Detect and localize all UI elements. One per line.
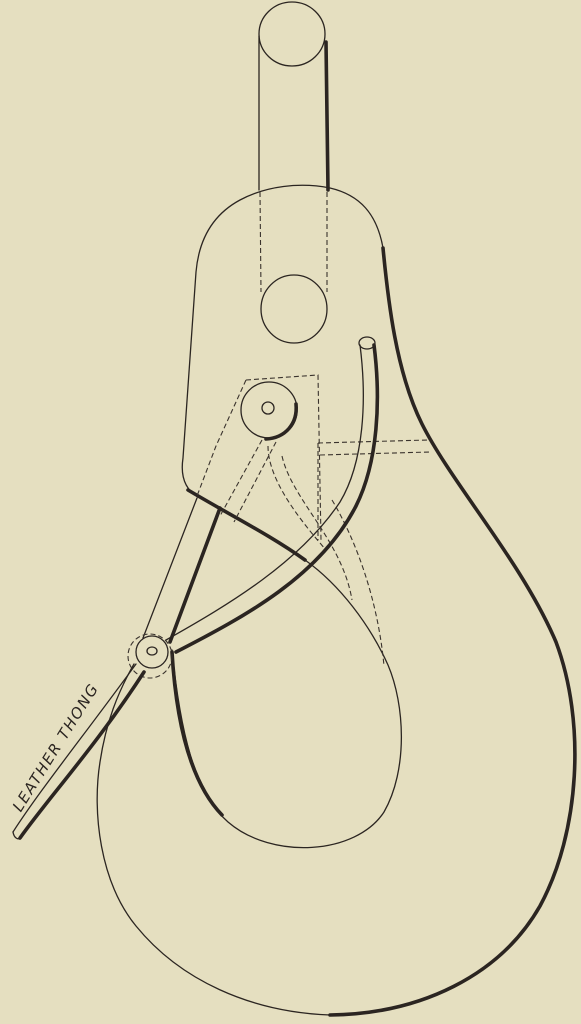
- shank-right-edge: [326, 42, 328, 190]
- pivot-hidden-circle: [128, 634, 172, 678]
- latch-rod-end: [359, 337, 375, 349]
- pivot-circle: [136, 636, 168, 668]
- pivot: [128, 634, 172, 678]
- latch-rod-lower: [176, 345, 377, 652]
- hidden-slot-bottom: [320, 452, 430, 455]
- hook-body: [97, 185, 575, 1015]
- throat-curve-shadow: [172, 652, 222, 815]
- boss-shadow: [266, 404, 296, 439]
- hook-outer-edge: [330, 248, 575, 1015]
- throat-curve: [172, 560, 401, 848]
- hidden-pocket-left: [197, 380, 246, 496]
- thong-upper-edge: [13, 664, 136, 832]
- hidden-spring-1: [268, 446, 326, 550]
- boss-pin: [262, 402, 274, 414]
- hidden-lever-2: [234, 442, 276, 522]
- hidden-lever-1: [220, 440, 262, 516]
- leather-thong: [9, 664, 144, 839]
- shank-hidden-left: [260, 192, 261, 292]
- hook-point-outer: [143, 498, 197, 638]
- hook-throat: [143, 490, 401, 848]
- pivot-pin: [147, 647, 157, 655]
- hidden-pocket: [246, 375, 321, 540]
- shank: [259, 2, 328, 343]
- boss: [241, 382, 297, 439]
- leather-thong-label: LEATHER THONG: [8, 679, 103, 815]
- shank-lower-ellipse: [261, 275, 327, 343]
- shank-top-ellipse: [259, 2, 325, 66]
- hook-point-inner: [170, 508, 220, 642]
- hook-outer-edge-left: [97, 664, 330, 1015]
